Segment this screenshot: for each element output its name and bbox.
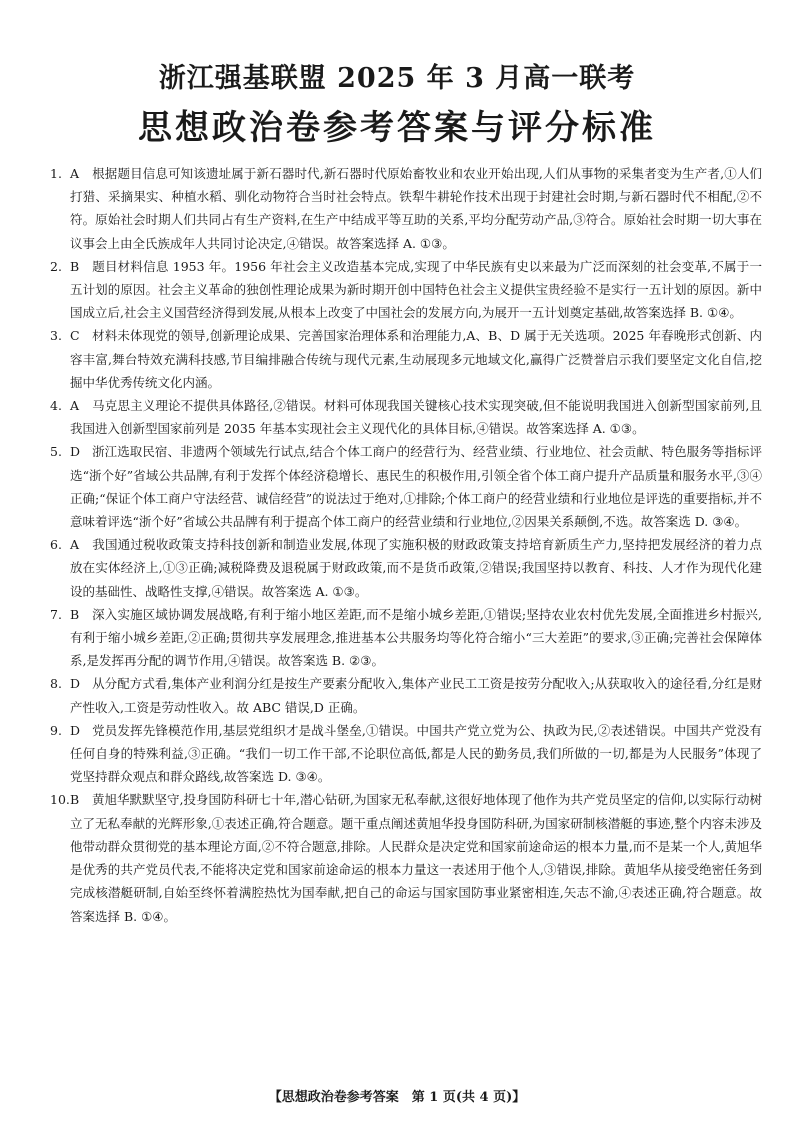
answer-choice: B: [70, 606, 80, 622]
answer-choice: D: [70, 722, 81, 738]
answer-explanation: 根据题目信息可知该遗址属于新石器时代,新石器时代原始畜牧业和农业开始出现,人们从事物的采集者变为生产者,①人们打猎、采摘果实、种植水稻、驯化动物符合当时社会特点。铁犁牛耕轮作技术出现于封建社会时期,与新石器时代不相配,②不符。原始社会时期人们共同占有生产资料,在生产中结成平等互助的关系,平均分配劳动产品,③符合。原始社会时期一切大事在议事会上由全氏族成年人共同讨论决定,④错误。故答案选择 A. ①③。: [70, 166, 762, 251]
answer-choice: B: [70, 258, 80, 274]
answer-number: 5.: [50, 444, 62, 460]
answer-item: [50, 394, 762, 440]
answer-item: [50, 255, 762, 325]
answer-choice: A: [70, 166, 80, 181]
answer-item: [50, 719, 762, 789]
answer-item: [50, 162, 762, 255]
title-line1: 浙江强基联盟 2025 年 3 月高一联考: [158, 63, 636, 94]
answer-item: [50, 603, 762, 673]
answer-item: [50, 788, 762, 927]
answer-explanation: 材料未体现党的领导,创新理论成果、完善国家治理体系和治理能力,A、B、D 属于无关选项。2025 年春晚形式创新、内容丰富,舞台特效充满科技感,节目编排融合传统与现代元素,生动展现多元地域文化,赢得广泛赞誉启示我们要坚定文化自信,挖掘中华优秀传统文化内涵。: [70, 328, 762, 390]
answer-number: 7.: [50, 606, 62, 622]
title-line2: 思想政治卷参考答案与评分标准: [138, 108, 656, 148]
answer-number: 6.: [50, 537, 62, 553]
answer-number: 10.: [50, 792, 70, 808]
answer-explanation: 从分配方式看,集体产业利润分红是按生产要素分配收入,集体产业民工工资是按劳分配收入;从获取收入的途径看,分红是财产性收入,工资是劳动性收入。故 ABC 错误,D 正确。: [70, 676, 762, 715]
answer-item: [50, 672, 762, 718]
answer-explanation: 浙江选取民宿、非遗两个领域先行试点,结合个体工商户的经营行为、经营业绩、行业地位、社会贡献、特色服务等指标评选“浙个好”省域公共品牌,有利于发挥个体经济稳增长、惠民生的积极作用,引领全省个体工商户提升产品质量和服务水平,③④正确;“保证个体工商户守法经营、诚信经营”的说法过于绝对,①排除;个体工商户的经营业绩和行业地位是评选的重要指标,并不意味着评选“浙个好”省域公共品牌有利于提高个体工商户的经营业绩和行业地位,②因果关系颠倒,不选。故答案选 D. ③④。: [70, 444, 762, 530]
answer-explanation: 深入实施区域协调发展战略,有利于缩小地区差距,而不是缩小城乡差距,①错误;坚持农业农村优先发展,全面推进乡村振兴,有利于缩小城乡差距,②正确;贯彻共享发展理念,推进基本公共服务均等化符合缩小“三大差距”的要求,③正确;完善社会保障体系,是发挥再分配的调节作用,④错误。故答案选 B. ②③。: [70, 606, 762, 669]
answer-number: 2.: [50, 258, 62, 274]
answer-explanation: 题目材料信息 1953 年。1956 年社会主义改造基本完成,实现了中华民族有史以来最为广泛而深刻的社会变革,不属于一五计划的原因。社会主义革命的独创性理论成果为新时期开创中国特色社会主义提供宝贵经验不是实行一五计划的原因。新中国成立后,社会主义国营经济得到发展,从根本上改变了中国社会的发展方向,为展开一五计划奠定基础,故答案选择 B. ①④。: [70, 258, 762, 321]
answer-choice: A: [70, 537, 80, 553]
answer-explanation: 马克思主义理论不提供具体路径,②错误。材料可体现我国关键核心技术实现突破,但不能说明我国进入创新型国家前列,且我国进入创新型国家前列是 2035 年基本实现社会主义现代化的具体目标,④错误。故答案选择 A. ①③。: [70, 398, 762, 437]
answer-explanation: 黄旭华默默坚守,投身国防科研七十年,潜心钻研,为国家无私奉献,这很好地体现了他作为共产党员坚定的信仰,以实际行动树立了无私奉献的光辉形象,①表述正确,符合题意。题干重点阐述黄旭华投身国防科研,为国家研制核潜艇的事迹,整个内容未涉及他带动群众贯彻党的基本理论方面,②不符合题意,排除。人民群众是决定党和国家前途命运的根本力量,而不是某一个人,黄旭华是优秀的共产党员代表,不能将决定党和国家前途命运的根本力量这一表述用于他个人,③错误,排除。黄旭华从接受绝密任务到完成核潜艇研制,自始至终怀着满腔热忱为国奉献,把自己的命运与国家国防事业紧密相连,矢志不渝,④表述正确,符合题意。故答案选择 B. ①④。: [70, 792, 762, 924]
answer-item: [50, 324, 762, 394]
answer-number: 8.: [50, 676, 62, 692]
answer-number: 1.: [50, 166, 62, 181]
answer-choice: A: [70, 398, 80, 414]
answer-item: [50, 533, 762, 603]
answer-number: 3.: [50, 328, 62, 344]
answer-list: [50, 162, 762, 928]
answer-choice: C: [70, 328, 80, 344]
answer-choice: B: [70, 792, 80, 808]
answer-choice: D: [70, 676, 81, 692]
answer-explanation: 党员发挥先锋模范作用,基层党组织才是战斗堡垒,①错误。中国共产党立党为公、执政为民,②表述错误。中国共产党没有任何自身的特殊利益,③正确。“我们一切工作干部,不论职位高低,都是人民的勤务员,我们所做的一切,都是为人民服务”体现了党坚持群众观点和群众路线,故答案选 D. ③④。: [70, 722, 762, 785]
answer-number: 9.: [50, 722, 62, 738]
answer-item: [50, 440, 762, 533]
answer-explanation: 我国通过税收政策支持科技创新和制造业发展,体现了实施积极的财政政策支持培育新质生产力,坚持把发展经济的着力点放在实体经济上,①③正确;减税降费及退税属于财政政策,而不是货币政策,②错误;我国坚持以教育、科技、人才作为现代化建设的基础性、战略性支撑,④错误。故答案选 A. ①③。: [70, 537, 762, 599]
answer-choice: D: [70, 444, 81, 460]
page-footer: 【思想政治卷参考答案 第 1 页(共 4 页)】: [268, 1090, 526, 1105]
answer-number: 4.: [50, 398, 62, 414]
